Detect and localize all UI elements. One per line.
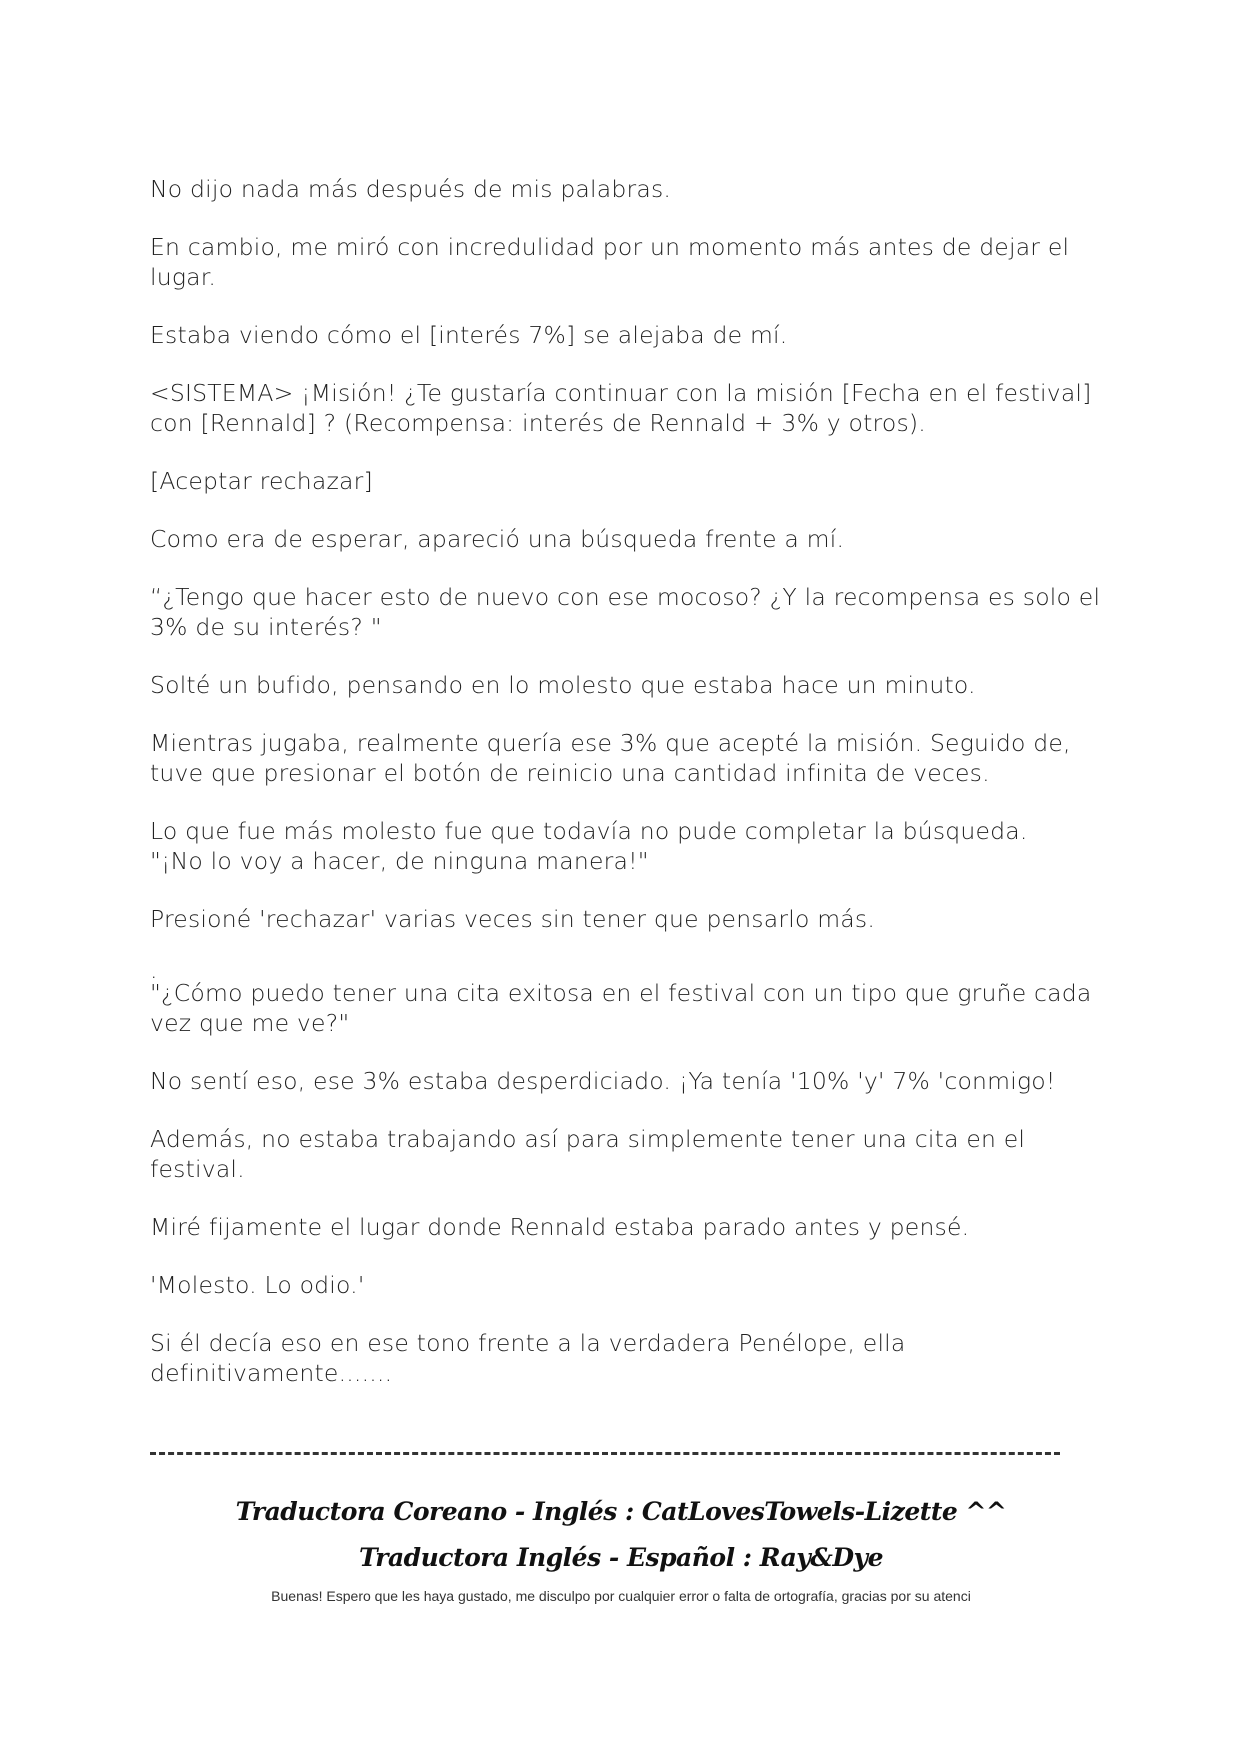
dialogue-paragraph: "¿Cómo puedo tener una cita exitosa en el festival con un tipo que gruñe cada vez que me ve?" [150,979,1092,1037]
paragraph: Si él decía eso en ese tono frente a la verdadera Penélope, ella definitivamente....... [150,1329,906,1387]
paragraph: Presioné 'rechazar' varias veces sin tener que pensarlo más. [150,905,875,933]
paragraph: No sentí eso, ese 3% estaba desperdiciado. ¡Ya tenía '10% 'y' 7% 'conmigo! [150,1067,1056,1095]
paragraph: Además, no estaba trabajando así para simplemente tener una cita en el festival. [150,1125,1026,1183]
paragraph: Estaba viendo cómo el [interés 7%] se alejaba de mí. [150,321,788,349]
paragraph: Miré fijamente el lugar donde Rennald estaba parado antes y pensé. [150,1213,970,1241]
footer-note: Buenas! Espero que les haya gustado, me disculpo por cualquier error o falta de ortografía, gracias por su atenci [271,1588,971,1604]
paragraph: Lo que fue más molesto fue que todavía no pude completar la búsqueda. "¡No lo voy a hacer, de ninguna manera!" [150,817,1028,875]
scene-break-dot: . [150,956,158,984]
document-body [150,174,1110,1416]
paragraph: Como era de esperar, apareció una búsqueda frente a mí. [150,525,845,553]
dialogue-paragraph: “¿Tengo que hacer esto de nuevo con ese mocoso? ¿Y la recompensa es solo el 3% de su interés? " [150,583,1101,641]
paragraph: [Aceptar rechazar] [150,467,373,495]
translator-credit-english-spanish: Traductora Inglés - Español : Ray&Dye [359,1543,883,1572]
system-message: <SISTEMA> ¡Misión! ¿Te gustaría continuar con la misión [Fecha en el festival] con [Rennald] ? (Recompensa: interés de Rennald + 3% y otros). [150,379,1092,437]
paragraph: Mientras jugaba, realmente quería ese 3% que acepté la misión. Seguido de, tuve que presionar el botón de reinicio una cantidad infinita de veces. [150,729,1071,787]
paragraph: Solté un bufido, pensando en lo molesto que estaba hace un minuto. [150,671,976,699]
paragraph: No dijo nada más después de mis palabras. [150,175,672,203]
paragraph: En cambio, me miró con incredulidad por un momento más antes de dejar el lugar. [150,233,1070,291]
dashed-divider [150,1452,1060,1455]
paragraph: 'Molesto. Lo odio.' [150,1271,365,1299]
translator-credit-korean-english: Traductora Coreano - Inglés : CatLovesTowels-Lizette ^^ [235,1497,1007,1526]
